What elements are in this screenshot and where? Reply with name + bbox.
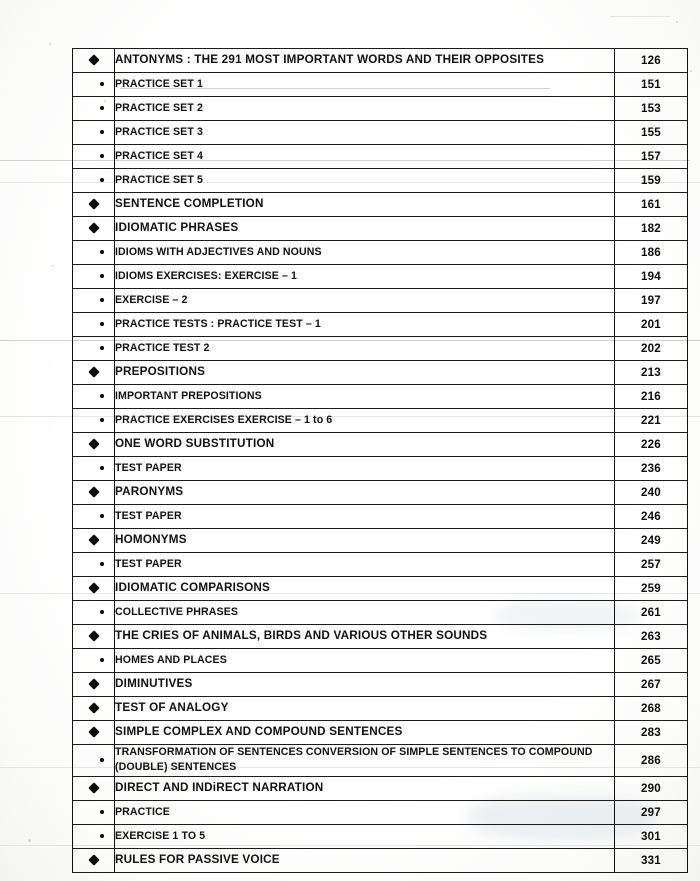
toc-entry-page-number: 226 xyxy=(615,433,688,457)
toc-row[interactable] xyxy=(73,481,688,505)
toc-entry-page-number: 263 xyxy=(615,625,688,649)
toc-row-bullet-cell xyxy=(73,800,115,824)
toc-row[interactable] xyxy=(73,721,688,745)
toc-entry-title[interactable]: PRACTICE SET 4 xyxy=(115,145,615,169)
scan-speck xyxy=(676,21,678,23)
toc-entry-page-number: 236 xyxy=(615,457,688,481)
toc-row[interactable] xyxy=(73,457,688,481)
diamond-bullet-icon xyxy=(88,703,99,714)
dot-bullet-icon xyxy=(100,810,104,814)
toc-row-bullet-cell xyxy=(73,385,115,409)
toc-entry-page-number: 331 xyxy=(615,848,688,872)
scan-speck xyxy=(52,265,54,267)
toc-row-bullet-cell xyxy=(73,169,115,193)
toc-entry-title[interactable]: HOMONYMS xyxy=(115,529,615,553)
toc-row-bullet-cell xyxy=(73,457,115,481)
toc-entry-page-number: 197 xyxy=(615,289,688,313)
toc-row[interactable] xyxy=(73,776,688,800)
dot-bullet-icon xyxy=(100,298,104,302)
toc-entry-title[interactable]: IDIOMATIC COMPARISONS xyxy=(115,577,615,601)
toc-entry-page-number: 194 xyxy=(615,265,688,289)
dot-bullet-icon xyxy=(100,346,104,350)
toc-row[interactable] xyxy=(73,577,688,601)
dot-bullet-icon xyxy=(100,322,104,326)
toc-row-bullet-cell xyxy=(73,505,115,529)
diamond-bullet-icon xyxy=(88,782,99,793)
toc-row[interactable] xyxy=(73,848,688,872)
toc-row[interactable] xyxy=(73,73,688,97)
toc-entry-page-number: 261 xyxy=(615,601,688,625)
toc-row[interactable] xyxy=(73,433,688,457)
toc-row-bullet-cell xyxy=(73,409,115,433)
scan-speck xyxy=(690,70,692,72)
toc-entry-page-number: 213 xyxy=(615,361,688,385)
toc-entry-title[interactable]: ONE WORD SUBSTITUTION xyxy=(115,433,615,457)
toc-row[interactable] xyxy=(73,529,688,553)
toc-entry-page-number: 267 xyxy=(615,673,688,697)
toc-entry-page-number: 257 xyxy=(615,553,688,577)
toc-row-bullet-cell xyxy=(73,145,115,169)
toc-row-bullet-cell xyxy=(73,824,115,848)
toc-row-bullet-cell xyxy=(73,193,115,217)
toc-row[interactable] xyxy=(73,121,688,145)
dot-bullet-icon xyxy=(100,274,104,278)
dot-bullet-icon xyxy=(100,466,104,470)
toc-row[interactable] xyxy=(73,49,688,73)
dot-bullet-icon xyxy=(100,82,104,86)
toc-row[interactable] xyxy=(73,625,688,649)
scan-streak xyxy=(610,16,670,17)
dot-bullet-icon xyxy=(100,394,104,398)
toc-entry-page-number: 159 xyxy=(615,169,688,193)
toc-row-bullet-cell xyxy=(73,97,115,121)
toc-entry-title[interactable]: EXERCISE – 2 xyxy=(115,289,615,313)
toc-row-bullet-cell xyxy=(73,361,115,385)
toc-row[interactable] xyxy=(73,409,688,433)
toc-entry-page-number: 221 xyxy=(615,409,688,433)
dot-bullet-icon xyxy=(100,250,104,254)
toc-row-bullet-cell xyxy=(73,776,115,800)
toc-row-bullet-cell xyxy=(73,697,115,721)
toc-row-bullet-cell xyxy=(73,241,115,265)
toc-row[interactable] xyxy=(73,97,688,121)
diamond-bullet-icon xyxy=(88,223,99,234)
toc-row[interactable] xyxy=(73,824,688,848)
toc-row-bullet-cell xyxy=(73,289,115,313)
toc-row-bullet-cell xyxy=(73,529,115,553)
dot-bullet-icon xyxy=(100,758,104,762)
toc-entry-title[interactable]: PRACTICE xyxy=(115,800,615,824)
toc-entry-page-number: 249 xyxy=(615,529,688,553)
toc-row-bullet-cell xyxy=(73,217,115,241)
toc-row[interactable] xyxy=(73,193,688,217)
dot-bullet-icon xyxy=(100,178,104,182)
toc-row[interactable] xyxy=(73,697,688,721)
table-of-contents xyxy=(72,48,688,873)
toc-row[interactable] xyxy=(73,361,688,385)
toc-entry-title[interactable]: PARONYMS xyxy=(115,481,615,505)
toc-row-bullet-cell xyxy=(73,49,115,73)
toc-row-bullet-cell xyxy=(73,121,115,145)
toc-row[interactable] xyxy=(73,649,688,673)
toc-entry-page-number: 301 xyxy=(615,824,688,848)
toc-entry-page-number: 151 xyxy=(615,73,688,97)
toc-entry-page-number: 202 xyxy=(615,337,688,361)
toc-entry-page-number: 182 xyxy=(615,217,688,241)
toc-entry-title[interactable]: IDIOMS EXERCISES: EXERCISE – 1 xyxy=(115,265,615,289)
toc-row[interactable] xyxy=(73,800,688,824)
toc-row-bullet-cell xyxy=(73,313,115,337)
toc-entry-page-number: 153 xyxy=(615,97,688,121)
toc-row[interactable] xyxy=(73,601,688,625)
toc-row[interactable] xyxy=(73,673,688,697)
toc-row-bullet-cell xyxy=(73,481,115,505)
toc-row[interactable] xyxy=(73,169,688,193)
toc-row-bullet-cell xyxy=(73,73,115,97)
toc-entry-page-number: 201 xyxy=(615,313,688,337)
toc-entry-title[interactable]: ANTONYMS : THE 291 MOST IMPORTANT WORDS AND THEIR OPPOSITES xyxy=(115,49,615,73)
toc-row-bullet-cell xyxy=(73,601,115,625)
toc-row-bullet-cell xyxy=(73,553,115,577)
dot-bullet-icon xyxy=(100,562,104,566)
toc-entry-title[interactable]: THE CRIES OF ANIMALS, BIRDS AND VARIOUS OTHER SOUNDS xyxy=(115,625,615,649)
toc-entry-title[interactable]: HOMES AND PLACES xyxy=(115,649,615,673)
dot-bullet-icon xyxy=(100,610,104,614)
scan-speck xyxy=(49,43,51,45)
toc-entry-title[interactable]: DIMINUTIVES xyxy=(115,673,615,697)
toc-entry-page-number: 186 xyxy=(615,241,688,265)
toc-entry-page-number: 126 xyxy=(615,49,688,73)
dot-bullet-icon xyxy=(100,658,104,662)
toc-entry-title[interactable]: PREPOSITIONS xyxy=(115,361,615,385)
toc-entry-page-number: 283 xyxy=(615,721,688,745)
diamond-bullet-icon xyxy=(88,583,99,594)
dot-bullet-icon xyxy=(100,106,104,110)
toc-entry-page-number: 216 xyxy=(615,385,688,409)
toc-row[interactable] xyxy=(73,145,688,169)
toc-row[interactable] xyxy=(73,553,688,577)
toc-entry-title[interactable]: PRACTICE SET 1 xyxy=(115,73,615,97)
diamond-bullet-icon xyxy=(88,727,99,738)
toc-entry-page-number: 157 xyxy=(615,145,688,169)
toc-row-bullet-cell xyxy=(73,265,115,289)
toc-entry-title[interactable]: EXERCISE 1 TO 5 xyxy=(115,824,615,848)
toc-entry-title[interactable]: TEST PAPER xyxy=(115,553,615,577)
dot-bullet-icon xyxy=(100,130,104,134)
toc-entry-page-number: 155 xyxy=(615,121,688,145)
toc-row-bullet-cell xyxy=(73,625,115,649)
toc-entry-title[interactable]: IDIOMS WITH ADJECTIVES AND NOUNS xyxy=(115,241,615,265)
toc-entry-title[interactable]: TRANSFORMATION OF SENTENCES CONVERSION OF SIMPLE SENTENCES TO COMPOUND (DOUBLE) SENTENCES xyxy=(115,745,615,777)
diamond-bullet-icon xyxy=(88,367,99,378)
diamond-bullet-icon xyxy=(88,199,99,210)
diamond-bullet-icon xyxy=(88,854,99,865)
toc-entry-page-number: 290 xyxy=(615,776,688,800)
dot-bullet-icon xyxy=(100,154,104,158)
toc-entry-title[interactable]: PRACTICE SET 2 xyxy=(115,97,615,121)
toc-row[interactable] xyxy=(73,385,688,409)
scan-speck xyxy=(28,839,31,842)
toc-body xyxy=(73,49,688,873)
toc-entry-title[interactable]: PRACTICE TEST 2 xyxy=(115,337,615,361)
toc-entry-title[interactable]: PRACTICE SET 3 xyxy=(115,121,615,145)
toc-entry-title[interactable]: PRACTICE TESTS : PRACTICE TEST – 1 xyxy=(115,313,615,337)
diamond-bullet-icon xyxy=(88,439,99,450)
toc-entry-title[interactable]: PRACTICE SET 5 xyxy=(115,169,615,193)
toc-row-bullet-cell xyxy=(73,721,115,745)
toc-entry-title[interactable]: SIMPLE COMPLEX AND COMPOUND SENTENCES xyxy=(115,721,615,745)
diamond-bullet-icon xyxy=(88,487,99,498)
toc-row-bullet-cell xyxy=(73,577,115,601)
diamond-bullet-icon xyxy=(88,535,99,546)
toc-entry-page-number: 297 xyxy=(615,800,688,824)
dot-bullet-icon xyxy=(100,418,104,422)
toc-entry-page-number: 268 xyxy=(615,697,688,721)
toc-row[interactable] xyxy=(73,289,688,313)
toc-row-bullet-cell xyxy=(73,337,115,361)
toc-entry-title[interactable]: TEST PAPER xyxy=(115,505,615,529)
toc-row-bullet-cell xyxy=(73,745,115,777)
toc-row[interactable] xyxy=(73,241,688,265)
toc-entry-title[interactable]: PRACTICE EXERCISES EXERCISE – 1 to 6 xyxy=(115,409,615,433)
toc-entry-page-number: 246 xyxy=(615,505,688,529)
toc-entry-title[interactable]: TEST PAPER xyxy=(115,457,615,481)
diamond-bullet-icon xyxy=(88,631,99,642)
toc-entry-page-number: 161 xyxy=(615,193,688,217)
toc-row-bullet-cell xyxy=(73,673,115,697)
toc-row-bullet-cell xyxy=(73,649,115,673)
toc-entry-page-number: 259 xyxy=(615,577,688,601)
toc-entry-title[interactable]: SENTENCE COMPLETION xyxy=(115,193,615,217)
toc-entry-page-number: 265 xyxy=(615,649,688,673)
toc-row[interactable] xyxy=(73,265,688,289)
toc-entry-page-number: 286 xyxy=(615,745,688,777)
toc-entry-title[interactable]: RULES FOR PASSIVE VOICE xyxy=(115,848,615,872)
toc-entry-title[interactable]: COLLECTIVE PHRASES xyxy=(115,601,615,625)
toc-row[interactable] xyxy=(73,217,688,241)
toc-entry-title[interactable]: TEST OF ANALOGY xyxy=(115,697,615,721)
toc-row[interactable] xyxy=(73,337,688,361)
dot-bullet-icon xyxy=(100,834,104,838)
toc-entry-title[interactable]: IDIOMATIC PHRASES xyxy=(115,217,615,241)
diamond-bullet-icon xyxy=(88,679,99,690)
toc-row[interactable] xyxy=(73,313,688,337)
dot-bullet-icon xyxy=(100,514,104,518)
toc-entry-title[interactable]: IMPORTANT PREPOSITIONS xyxy=(115,385,615,409)
toc-entry-title[interactable]: DIRECT AND INDiRECT NARRATION xyxy=(115,776,615,800)
toc-entry-page-number: 240 xyxy=(615,481,688,505)
toc-row[interactable] xyxy=(73,505,688,529)
toc-row-bullet-cell xyxy=(73,848,115,872)
diamond-bullet-icon xyxy=(88,55,99,66)
toc-row-bullet-cell xyxy=(73,433,115,457)
toc-row[interactable] xyxy=(73,745,688,777)
